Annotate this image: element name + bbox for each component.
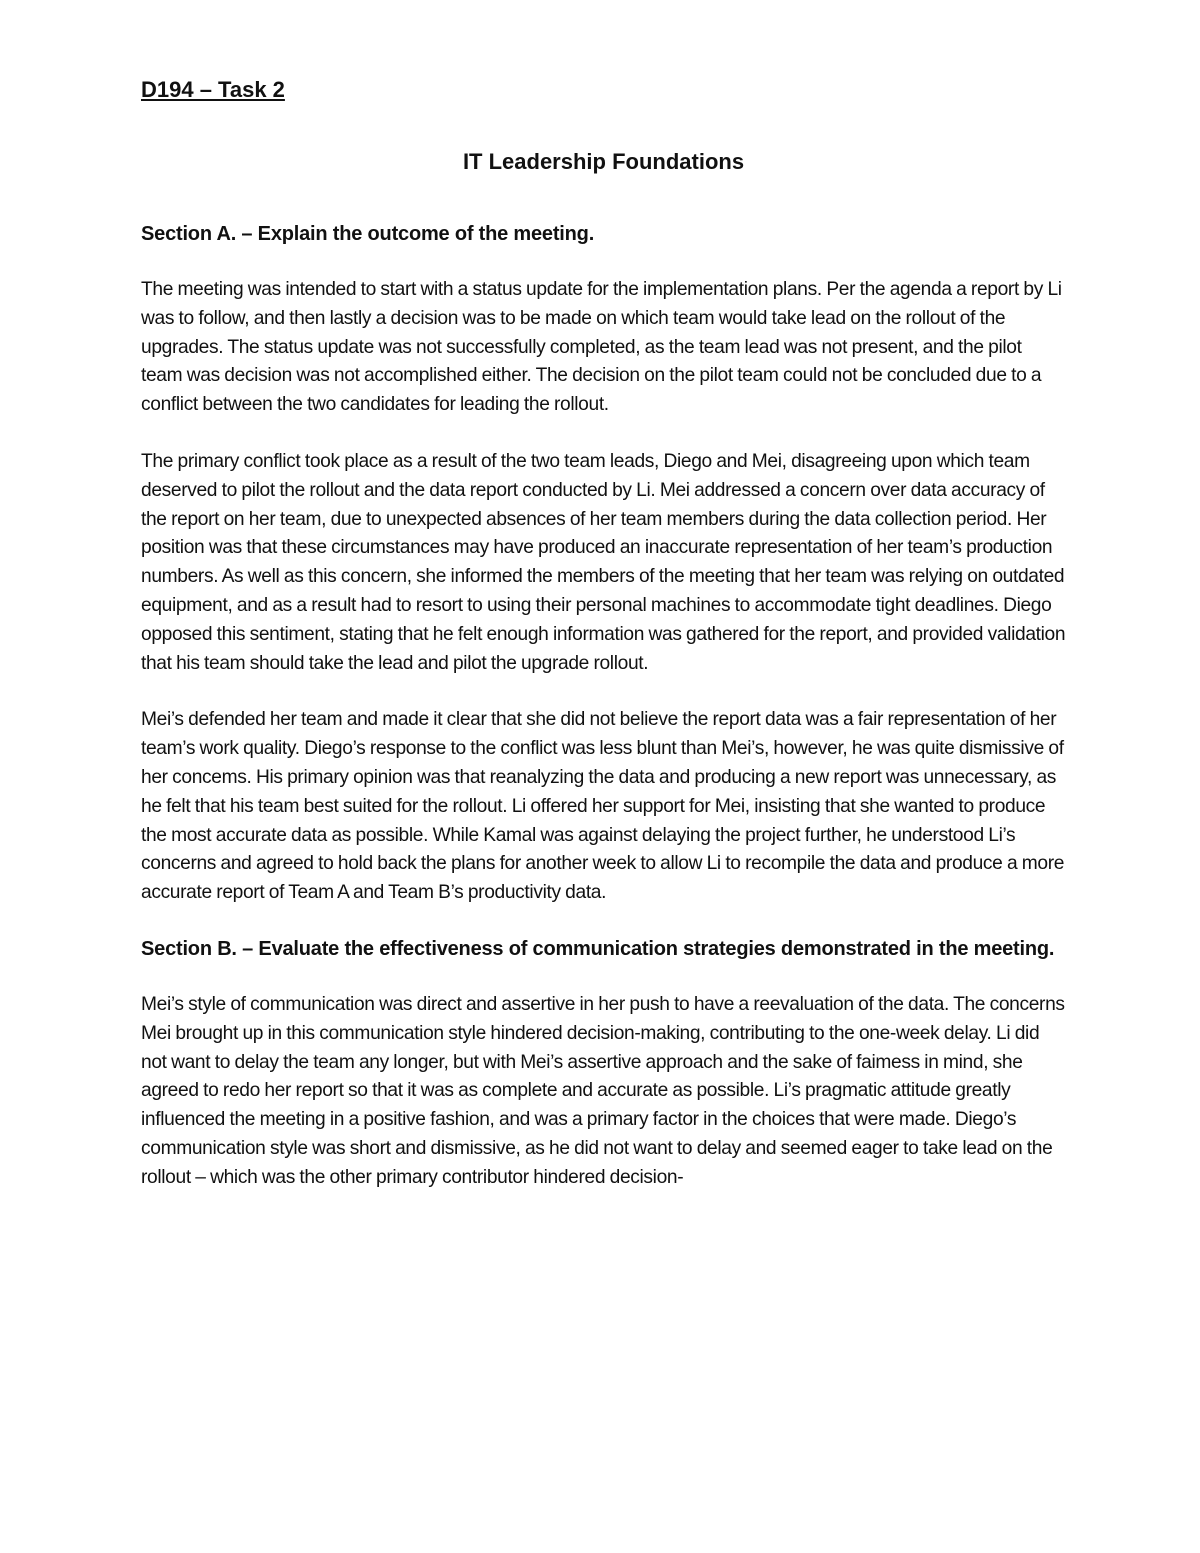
document-body <box>141 74 1066 1193</box>
section-a-paragraph-3: Mei’s defended her team and made it clear that she did not believe the report data was a fair representation of her team’s work quality. Diego’s response to the conflict was less blunt than Mei’s, however, he was quite dismissive of her concems. His primary opinion was that reanalyzing the data and producing a new report was unnecessary, as he felt that his team best suited for the rollout. Li offered her support for Mei, insisting that she wanted to produce the most accurate data as possible. While Kamal was against delaying the project further, he understood Li’s concerns and agreed to hold back the plans for another week to allow Li to recompile the data and produce a more accurate report of Team A and Team B’s productivity data. <box>141 709 1065 904</box>
section-b-paragraph-1: Mei’s style of communication was direct and assertive in her push to have a reevaluation of the data. The concerns Mei brought up in this communication style hindered decision-making, contributing to the one-week delay. Li did not want to delay the team any longer, but with Mei’s assertive approach and the sake of faimess in mind, she agreed to redo her report so that it was as complete and accurate as possible. Li’s pragmatic attitude greatly influenced the meeting in a positive fashion, and was a primary factor in the choices that were made. Diego’s communication style was short and dismissive, as he did not want to delay and seemed eager to take lead on the rollout – which was the other primary contributor hindered decision- <box>141 993 1065 1188</box>
section-a-heading: Section A. – Explain the outcome of the meeting. <box>141 223 595 245</box>
document-title: IT Leadership Foundations <box>462 149 745 174</box>
section-b-heading: Section B. – Evaluate the effectiveness of communication strategies demonstrated in the meeting. <box>141 937 1055 960</box>
document-label: D194 – Task 2 <box>141 77 285 102</box>
section-a-paragraph-2: The primary conflict took place as a result of the two team leads, Diego and Mei, disagreeing upon which team deserved to pilot the rollout and the data report conducted by Li. Mei addressed a concern over data accuracy of the report on her team, due to unexpected absences of her team members during the data collection period. Her position was that these circumstances may have produced an inaccurate representation of her team’s production numbers. As well as this concern, she informed the members of the meeting that her team was relying on outdated equipment, and as a result had to resort to using their personal machines to accommodate tight deadlines. Diego opposed this sentiment, stating that he felt enough information was gathered for the report, and provided validation that his team should take the lead and pilot the upgrade rollout. <box>141 450 1066 674</box>
section-a-paragraph-1: The meeting was intended to start with a status update for the implementation plans. Per the agenda a report by Li was to follow, and then lastly a decision was to be made on which team would take lead on the rollout of the upgrades. The status update was not successfully completed, as the team lead was not present, and the pilot team was decision was not accomplished either. The decision on the pilot team could not be concluded due to a conflict between the two candidates for leading the rollout. <box>141 279 1062 416</box>
